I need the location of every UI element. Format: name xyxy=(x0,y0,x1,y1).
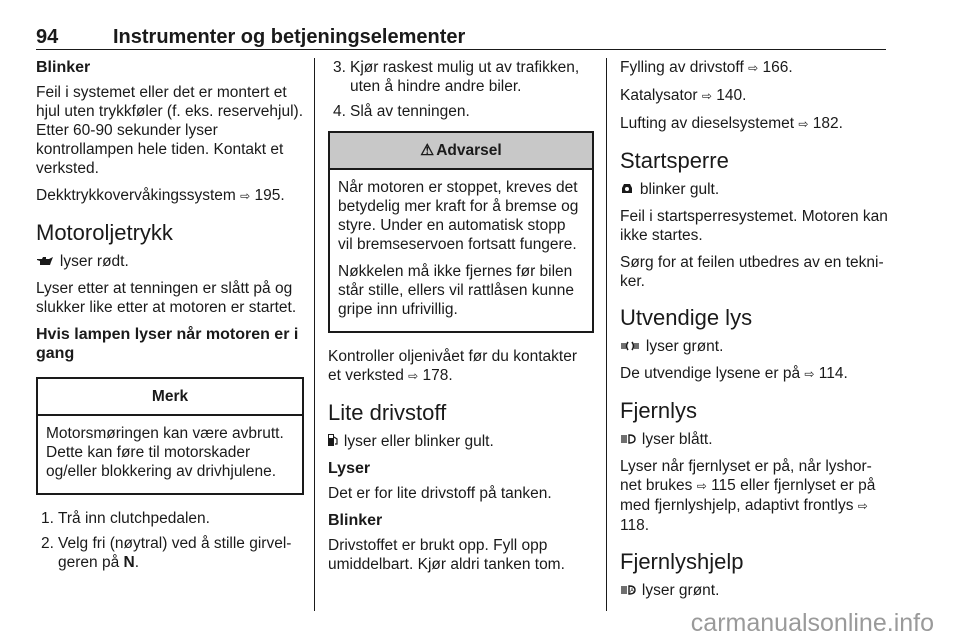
page-link[interactable]: 195. xyxy=(254,187,285,204)
list-item: 3. Kjør raskest mulig ut av trafikken, uten å hindre andre biler. xyxy=(333,59,580,95)
arrow-icon: ⇨ xyxy=(701,89,712,103)
note-title: Merk xyxy=(38,379,302,416)
exterior-lights-status: lyser grønt. xyxy=(620,337,888,356)
exterior-lights-heading: Utvendige lys xyxy=(620,305,753,330)
high-beam-text: Lyser når fjernlyset er på, når lyshornet brukes ⇨ 115 eller fjernlyset er på med fjernlyshjelp, adaptivt frontlys ⇨ 118. xyxy=(620,458,876,534)
arrow-icon: ⇨ xyxy=(804,367,815,381)
warning-header xyxy=(330,133,592,170)
svg-text:A: A xyxy=(630,588,635,595)
blinker-heading: Blinker xyxy=(36,59,91,76)
page-number: 94 xyxy=(36,26,59,48)
oil-can-icon xyxy=(36,253,58,269)
car-key-icon xyxy=(620,181,638,197)
high-beam-icon xyxy=(620,431,640,447)
steps-list-2 xyxy=(328,58,594,121)
fuel-status: lyser eller blinker gult. xyxy=(328,432,594,451)
warning-text-2: Nøkkelen må ikke fjernes før bilen står stille, ellers vil rattlåsen kunne gripe inn ufrivillig. xyxy=(338,263,575,318)
page-link[interactable]: 118. xyxy=(620,517,650,534)
list-item: 4. Slå av tenningen. xyxy=(333,103,470,120)
list-item: 1. Trå inn clutchpedalen. xyxy=(41,510,210,527)
column-3 xyxy=(620,58,888,608)
oil-pressure-heading: Motoroljetrykk xyxy=(36,220,173,245)
exterior-lights-text: De utvendige lysene er på ⇨ 114. xyxy=(620,365,848,382)
fuel-pump-icon xyxy=(328,433,342,449)
warning-triangle-icon: ⚠ xyxy=(420,142,435,159)
column-divider xyxy=(606,58,607,611)
high-beam-assist-icon xyxy=(620,582,640,598)
warning-box xyxy=(328,131,594,333)
arrow-icon: ⇨ xyxy=(857,499,868,513)
column-2 xyxy=(328,58,594,582)
ref-line: Lufting av dieselsystemet ⇨ 182. xyxy=(620,115,843,132)
lyser-text: Det er for lite drivstoff på tanken. xyxy=(328,485,552,502)
note-text: Motorsmøringen kan være avbrutt. Dette kan føre til motorskader og/eller blokkering av drivhjulene. xyxy=(46,425,284,480)
high-beam-status: lyser blått. xyxy=(620,430,888,449)
column-divider xyxy=(314,58,315,611)
warning-text-1: Når motoren er stoppet, kreves det betydelig mer kraft for å bremse og styre. Under en automatisk stopp vil bremseservoen fortsatt fungere. xyxy=(338,179,579,253)
page-title: Instrumenter og betjeningselementer xyxy=(113,26,466,48)
page-link[interactable]: 115 xyxy=(711,477,736,494)
blinker-heading-2: Blinker xyxy=(328,512,383,529)
low-fuel-heading: Lite drivstoff xyxy=(328,400,447,425)
blinker-text-2: Drivstoffet er brukt opp. Fyll opp umiddelbart. Kjør aldri tanken tom. xyxy=(328,537,565,573)
arrow-icon: ⇨ xyxy=(240,189,251,203)
oil-check-text: Kontroller oljenivået før du kontakter et verksted ⇨ 178. xyxy=(328,348,577,384)
steps-list-1 xyxy=(36,509,304,572)
immobiliser-heading: Startsperre xyxy=(620,148,729,173)
warning-title: Advarsel xyxy=(436,142,502,159)
high-beam-heading: Fjernlys xyxy=(620,398,698,423)
page-link[interactable]: 114. xyxy=(818,365,848,382)
warning-body xyxy=(330,170,592,331)
high-beam-assist-status: A lyser grønt. xyxy=(620,581,888,600)
note-body xyxy=(38,416,302,493)
immobiliser-text-2: Sørg for at feilen utbedres av en tekniker. xyxy=(620,254,884,290)
page-link[interactable]: 140. xyxy=(716,87,747,104)
watermark: carmanualsonline.info xyxy=(690,609,934,637)
arrow-icon: ⇨ xyxy=(696,479,707,493)
list-item: 2. Velg fri (nøytral) ved å stille girvelgeren på N. xyxy=(41,535,292,571)
exterior-lights-icon xyxy=(620,338,644,354)
immobiliser-status: blinker gult. xyxy=(620,180,888,199)
page-link[interactable]: 166. xyxy=(762,59,793,76)
ref-line: Fylling av drivstoff ⇨ 166. xyxy=(620,59,793,76)
arrow-icon: ⇨ xyxy=(798,117,809,131)
page-link[interactable]: 178. xyxy=(422,367,453,384)
blinker-text: Feil i systemet eller det er montert et hjul uten trykkføler (f. eks. reservehjul). Etter 60-90 sekunder lyser kontrollampen hele tiden. Kontakt et verksted. xyxy=(36,84,304,177)
oil-status: lyser rødt. xyxy=(36,252,304,271)
immobiliser-text-1: Feil i startsperresystemet. Motoren kan ikke startes. xyxy=(620,208,888,244)
header-rule xyxy=(36,49,886,50)
dekk-reference: Dekktrykkovervåkingssystem ⇨ 195. xyxy=(36,187,285,204)
high-beam-assist-heading: Fjernlyshjelp xyxy=(620,549,744,574)
lamp-heading: Hvis lampen lyser når motoren er i gang xyxy=(36,326,299,362)
ref-line: Katalysator ⇨ 140. xyxy=(620,87,747,104)
page-link[interactable]: 182. xyxy=(812,115,843,132)
column-1 xyxy=(36,58,304,580)
note-box xyxy=(36,377,304,495)
page-header xyxy=(36,10,886,50)
arrow-icon: ⇨ xyxy=(408,369,419,383)
lyser-heading: Lyser xyxy=(328,460,371,477)
oil-text: Lyser etter at tenningen er slått på og slukker like etter at motoren er startet. xyxy=(36,280,297,316)
arrow-icon: ⇨ xyxy=(748,61,759,75)
